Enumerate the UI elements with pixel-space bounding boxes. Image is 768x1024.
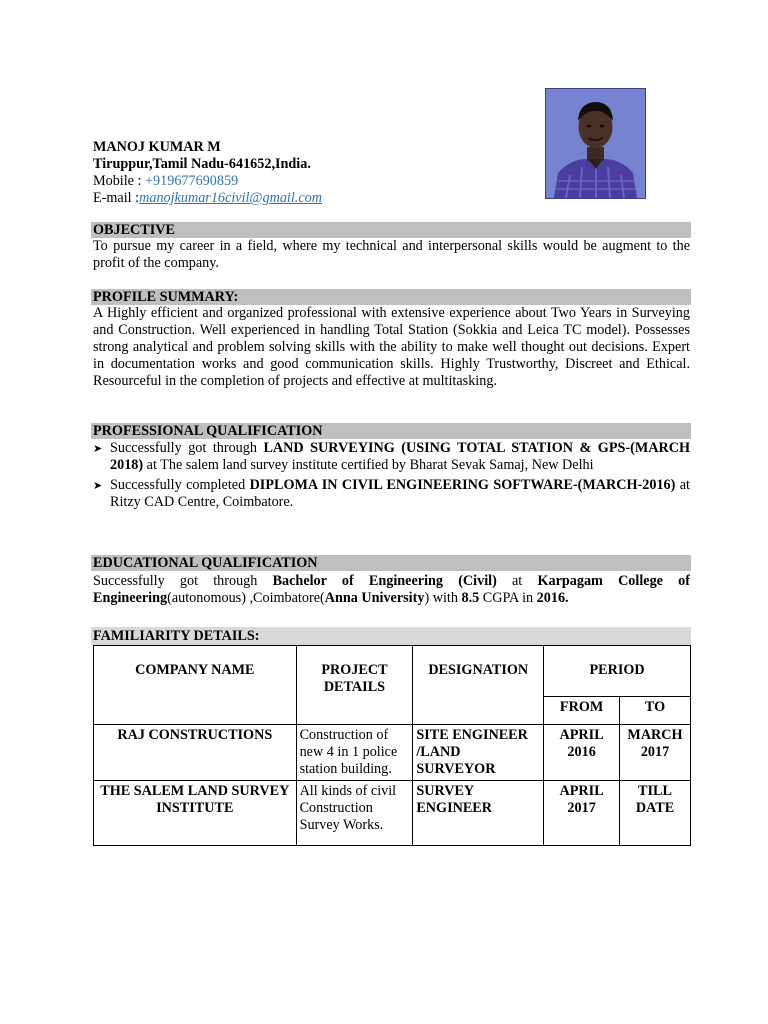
familiarity-table xyxy=(93,645,691,846)
company-cell: RAJ CONSTRUCTIONS xyxy=(94,725,297,781)
contact-header xyxy=(93,139,322,207)
to-cell: MARCH 2017 xyxy=(620,725,691,781)
mobile-label: Mobile : xyxy=(93,173,146,189)
professional-qualification-list xyxy=(93,440,690,514)
list-item: ➤ Successfully got through LAND SURVEYING (USING TOTAL STATION & GPS-(MARCH 2018) at The salem land survey institute certified by Bharat Sevak Samaj, New Delhi xyxy=(93,440,690,473)
company-cell: THE SALEM LAND SURVEY INSTITUTE xyxy=(94,781,297,846)
table-row xyxy=(94,725,691,781)
column-header-designation: DESIGNATION xyxy=(413,646,544,725)
column-header-period: PERIOD xyxy=(544,646,691,697)
column-header-from: FROM xyxy=(544,697,620,725)
designation-cell: SURVEY ENGINEER xyxy=(413,781,544,846)
email-line xyxy=(93,190,322,207)
from-cell: APRIL 2016 xyxy=(544,725,620,781)
from-cell: APRIL 2017 xyxy=(544,781,620,846)
profile-summary-text: A Highly efficient and organized professional with extensive experience about Two Years in Surveying and Construction. Well experienced in handling Total Station (Sokkia and Leica TC model). Possesses strong analytical and problem solving skills with the ability to make well thought out decisions. Expert in documentation works and good communication skills. Highly Trustworthy, Discreet and Ethical. Resourceful in the completion of projects and effective at multitasking. xyxy=(93,305,690,389)
profile-summary-heading: PROFILE SUMMARY: xyxy=(91,289,691,305)
mobile-line xyxy=(93,173,322,190)
mobile-number-link[interactable]: +919677690859 xyxy=(145,173,239,189)
objective-text: To pursue my career in a field, where my technical and interpersonal skills would be augment to the profit of the company. xyxy=(93,238,690,271)
project-cell: Construction of new 4 in 1 police station building. xyxy=(296,725,413,781)
table-header-row xyxy=(94,646,691,697)
familiarity-heading-tail xyxy=(618,627,691,645)
table-row xyxy=(94,781,691,846)
designation-cell: SITE ENGINEER /LAND SURVEYOR xyxy=(413,725,544,781)
candidate-name: MANOJ KUMAR M xyxy=(93,139,221,155)
educational-qualification-heading: EDUCATIONAL QUALIFICATION xyxy=(91,555,691,571)
professional-qualification-heading: PROFESSIONAL QUALIFICATION xyxy=(91,423,691,439)
column-header-company: COMPANY NAME xyxy=(94,646,297,725)
column-header-project: PROJECT DETAILS xyxy=(296,646,413,725)
candidate-address: Tiruppur,Tamil Nadu-641652,India. xyxy=(93,156,311,172)
email-label: E-mail : xyxy=(93,190,140,206)
column-header-to: TO xyxy=(620,697,691,725)
objective-heading: OBJECTIVE xyxy=(91,222,691,238)
arrow-bullet-icon: ➤ xyxy=(93,442,103,455)
list-item: ➤ Successfully completed DIPLOMA IN CIVIL ENGINEERING SOFTWARE-(MARCH-2016) at Ritzy CAD Centre, Coimbatore. xyxy=(93,477,690,510)
arrow-bullet-icon: ➤ xyxy=(93,479,103,492)
email-link[interactable]: manojkumar16civil@gmail.com xyxy=(139,190,322,206)
profile-photo xyxy=(545,88,646,199)
person-portrait-icon xyxy=(546,89,645,198)
familiarity-heading: FAMILIARITY DETAILS: xyxy=(91,627,618,645)
educational-qualification-text: Successfully got through Bachelor of Engineering (Civil) at Karpagam College of Engineering(autonomous) ,Coimbatore(Anna University) with 8.5 CGPA in 2016. xyxy=(93,573,690,606)
to-cell: TILL DATE xyxy=(620,781,691,846)
project-cell: All kinds of civil Construction Survey Works. xyxy=(296,781,413,846)
